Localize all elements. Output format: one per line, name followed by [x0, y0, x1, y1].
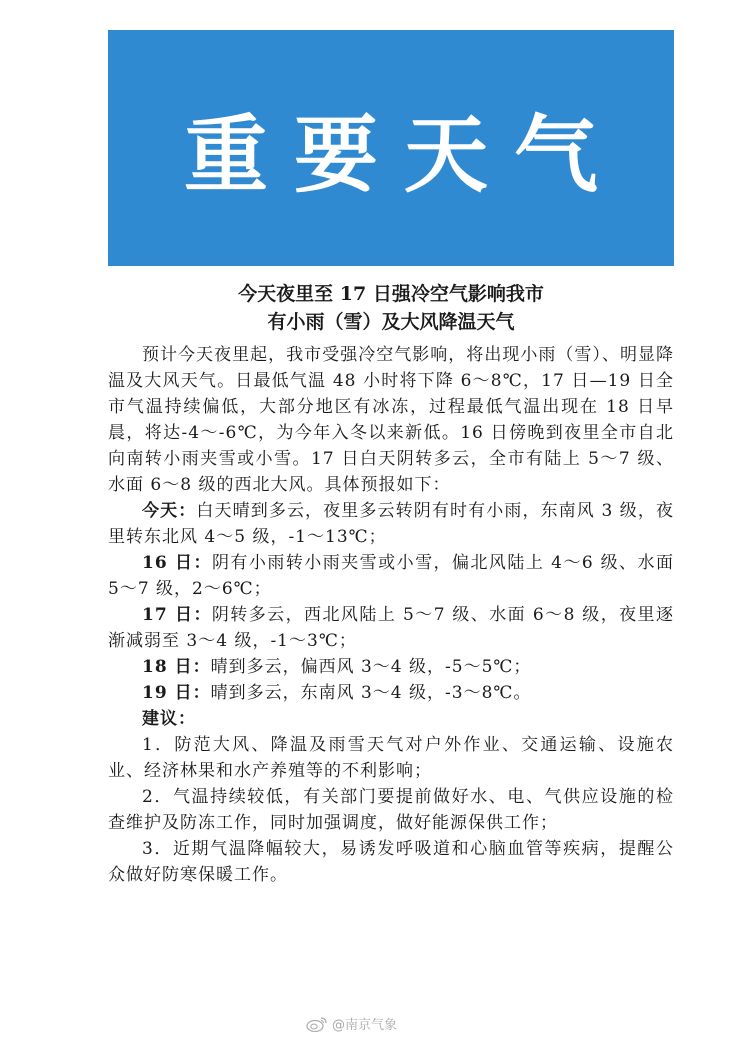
headline-line-1: 今天夜里至 17 日强冷空气影响我市 — [238, 283, 544, 305]
advice-item: 1．防范大风、降温及雨雪天气对户外作业、交通运输、设施农业、经济林果和水产养殖等的不利影响； — [108, 735, 674, 781]
forecast-item — [108, 498, 674, 550]
forecast-item — [108, 654, 674, 680]
advice-item: 2．气温持续较低，有关部门要提前做好水、电、气供应设施的检查维护及防冻工作，同时加强调度，做好能源保供工作； — [108, 787, 674, 833]
forecast-item — [108, 550, 674, 602]
forecast-label: 17 日： — [142, 605, 212, 625]
watermark-text: @南京气象 — [332, 1018, 398, 1033]
weibo-watermark — [306, 1014, 397, 1033]
forecast-item — [108, 602, 674, 654]
forecast-text: 阴转多云，西北风陆上 5～7 级、水面 6～8 级，夜里逐渐减弱至 3～4 级，-1～3℃； — [108, 605, 674, 651]
headline — [108, 280, 674, 336]
document-body — [108, 342, 674, 888]
forecast-label: 今天： — [142, 501, 197, 521]
banner-title: 重要天气 — [183, 105, 624, 204]
forecast-text: 阴有小雨转小雨夹雪或小雪，偏北风陆上 4～6 级、水面 5～7 级，2～6℃； — [108, 553, 674, 599]
forecast-item — [108, 680, 674, 706]
advice-heading: 建议： — [142, 709, 196, 729]
forecast-text: 晴到多云，东南风 3～4 级，-3～8℃。 — [210, 683, 532, 703]
advice-item: 3．近期气温降幅较大，易诱发呼吸道和心脑血管等疾病，提醒公众做好防寒保暖工作。 — [108, 839, 674, 885]
weibo-icon — [306, 1016, 328, 1032]
title-banner — [108, 30, 674, 266]
forecast-text: 白天晴到多云，夜里多云转阴有时有小雨，东南风 3 级，夜里转东北风 4～5 级，-1～13℃； — [108, 501, 675, 547]
forecast-text: 晴到多云，偏西风 3～4 级，-5～5℃； — [210, 657, 532, 677]
headline-line-2: 有小雨（雪）及大风降温天气 — [267, 311, 515, 333]
forecast-label: 19 日： — [142, 683, 211, 703]
forecast-label: 16 日： — [142, 553, 212, 573]
forecast-label: 18 日： — [142, 657, 211, 677]
intro-paragraph: 预计今天夜里起，我市受强冷空气影响，将出现小雨（雪）、明显降温及大风天气。日最低气温 48 小时将下降 6～8℃，17 日—19 日全市气温持续偏低，大部分地区有冰冻，过程最低气温出现在 18 日早晨，将达-4～-6℃，为今年入冬以来新低。16 日傍晚到夜里全市自北向南转小雨夹雪或小雪。17 日白天阴转多云，全市有陆上 5～7 级、水面 6～8 级的西北大风。具体预报如下： — [108, 345, 674, 495]
